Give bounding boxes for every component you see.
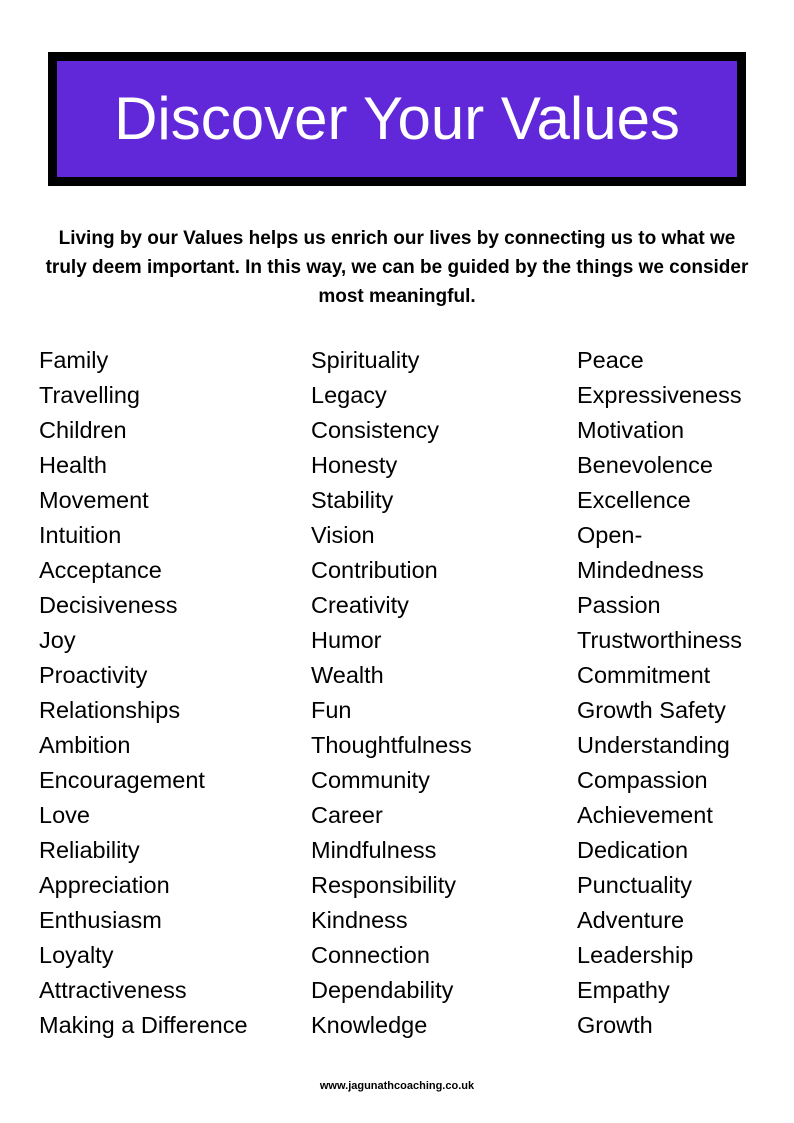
value-item: Loyalty — [39, 942, 114, 968]
value-item: Attractiveness — [39, 977, 187, 1003]
value-item: Health — [39, 452, 107, 478]
value-item: Peace — [577, 347, 644, 373]
value-item: Excellence — [577, 487, 691, 513]
value-item: Travelling — [39, 382, 140, 408]
value-item: Growth Safety — [577, 697, 726, 723]
value-item: Spirituality — [311, 347, 420, 373]
value-item: Ambition — [39, 732, 131, 758]
value-item: Movement — [39, 487, 149, 513]
value-item: Knowledge — [311, 1012, 428, 1038]
value-item: Encouragement — [39, 767, 205, 793]
value-item: Love — [39, 802, 90, 828]
value-item: Kindness — [311, 907, 408, 933]
value-item: Community — [311, 767, 430, 793]
value-item: Expressiveness — [577, 382, 742, 408]
value-item: Contribution — [311, 557, 438, 583]
value-item: Thoughtfulness — [311, 732, 472, 758]
value-item: Mindfulness — [311, 837, 437, 863]
value-item: Consistency — [311, 417, 439, 443]
value-item: Empathy — [577, 977, 670, 1003]
value-item: Enthusiasm — [39, 907, 162, 933]
value-item: Acceptance — [39, 557, 162, 583]
title-banner — [48, 52, 746, 186]
value-item: Leadership — [577, 942, 694, 968]
values-column-1 — [39, 343, 248, 1043]
value-item: Motivation — [577, 417, 685, 443]
value-item: Dedication — [577, 837, 689, 863]
value-item: Compassion — [577, 767, 708, 793]
value-item: Honesty — [311, 452, 398, 478]
value-item: Commitment — [577, 662, 711, 688]
value-item: Stability — [311, 487, 394, 513]
value-item: Creativity — [311, 592, 409, 618]
value-item: Reliability — [39, 837, 140, 863]
value-item: Benevolence — [577, 452, 713, 478]
value-item: Career — [311, 802, 383, 828]
value-item: Adventure — [577, 907, 685, 933]
value-item: Intuition — [39, 522, 122, 548]
value-item: Vision — [311, 522, 375, 548]
value-item: Mindedness — [577, 557, 704, 583]
value-item: Wealth — [311, 662, 384, 688]
value-item: Trustworthiness — [577, 627, 742, 653]
intro-paragraph: Living by our Values helps us enrich our lives by connecting us to what we truly deem important. In this way, we can be guided by the things we consider most meaningful. — [45, 228, 749, 307]
values-column-2 — [311, 343, 472, 1043]
value-item: Dependability — [311, 977, 454, 1003]
value-item: Decisiveness — [39, 592, 178, 618]
value-item: Responsibility — [311, 872, 456, 898]
value-item: Appreciation — [39, 872, 170, 898]
value-item: Children — [39, 417, 127, 443]
value-item: Proactivity — [39, 662, 148, 688]
value-item: Punctuality — [577, 872, 692, 898]
value-item: Open- — [577, 522, 643, 548]
value-item: Making a Difference — [39, 1012, 248, 1038]
value-item: Understanding — [577, 732, 730, 758]
value-item: Family — [39, 347, 109, 373]
page-title: Discover Your Values — [114, 85, 680, 152]
value-item: Legacy — [311, 382, 387, 408]
values-column-3 — [577, 343, 742, 1043]
value-item: Relationships — [39, 697, 181, 723]
value-item: Humor — [311, 627, 382, 653]
value-item: Joy — [39, 627, 76, 653]
value-item: Connection — [311, 942, 430, 968]
value-item: Achievement — [577, 802, 713, 828]
value-item: Fun — [311, 697, 352, 723]
value-item: Growth — [577, 1012, 653, 1038]
footer-website: www.jagunathcoaching.co.uk — [319, 1080, 475, 1092]
value-item: Passion — [577, 592, 661, 618]
